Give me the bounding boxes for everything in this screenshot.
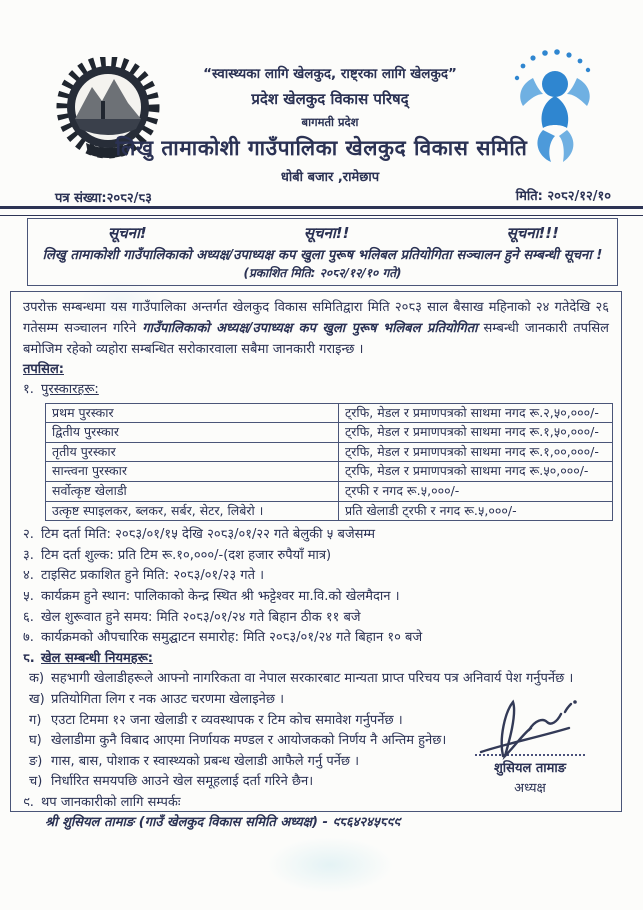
list-item: ६. खेल शुरूवात हुने समय: मिति २०८३/०१/२४ गते बिहान ठीक ११ बजे xyxy=(23,609,361,625)
prize-table xyxy=(45,403,613,522)
rule-item: घ) खेलाडीमा कुनै विबाद आएमा निर्णायक मण्डल र आयोजकको निर्णय नै अन्तिम हुनेछ। xyxy=(29,733,447,749)
rule-item: ख) प्रतियोगिता लिग र नक आउट चरणमा खेलाइनेछ । xyxy=(29,691,285,707)
prizes-heading: पुरस्कारहरू: xyxy=(41,382,99,397)
letter-date: मिति: २०८२/१२/१० xyxy=(515,189,611,204)
signature-line xyxy=(475,754,585,756)
prize-rank: सर्वोत्कृष्ट खेलाडी xyxy=(46,481,339,501)
list-item: ५. कार्यक्रम हुने स्थान: पालिकाको केन्द्र स्थित श्री झट्टेश्वर मा.वि.को खेलमैदान । xyxy=(23,588,400,604)
prize-rank: सान्त्वना पुरस्कार xyxy=(46,462,339,482)
prize-detail: ट्रफि, मेडल र प्रमाणपत्रको साथमा नगद रू.१,००,०००/- xyxy=(339,442,613,462)
list-item: ४. टाइसिट प्रकाशित हुने मिति: २०८३/०१/२३ गते । xyxy=(23,568,265,584)
prize-detail: ट्रफि, मेडल र प्रमाणपत्रको साथमा नगद रू.१,५०,०००/- xyxy=(339,423,613,443)
signature-icon xyxy=(465,694,595,768)
intro-text-1: उपरोक्त सम्बन्धमा यस गाउँपालिका अन्तर्गत खेलकुद विकास समितिद्वारा मिति २०८३ साल बैसाख महिनाको २४ गतेदेखि २६ गतेसम्म सञ्चालन गरिने xyxy=(23,300,609,336)
address-line: धोबी बजार ,रामेछाप xyxy=(280,170,380,185)
ref-number: पत्र संख्या:२०८२/८३ xyxy=(55,191,152,206)
notice-word-1: सूचना! xyxy=(108,224,147,242)
rules-heading: खेल सम्बन्धी नियमहरू: xyxy=(41,650,153,666)
tapsil-heading: तपसिल: xyxy=(23,362,64,377)
contact-label: थप जानकारीको लागि सम्पर्कः xyxy=(41,794,181,810)
contact-item-number: ९. xyxy=(23,794,34,810)
council-name: प्रदेश खेलकुद विकास परिषद् xyxy=(251,90,409,108)
rule-item: च) निर्धारित समयपछि आउने खेल समूहलाई दर्ता गरिने छैन। xyxy=(29,774,314,790)
rule-item: ग) एउटा टिममा १२ जना खेलाडी र व्यवस्थापक र टिम कोच समावेश गर्नुपर्नेछ । xyxy=(29,712,403,728)
intro-text-2: सम्बन्धी जानकारी तपसिल बमोजिम रहेको व्यहोरा सम्बन्धित सरोकारवाला सबैमा जानकारी गराइन्छ । xyxy=(23,321,609,357)
prize-rank: प्रथम पुरस्कार xyxy=(46,403,339,423)
motto-text: “स्वास्थ्यका लागि खेलकुद, राष्ट्रका लागि खेलकुद” xyxy=(203,66,457,82)
rule-item: क) सहभागी खेलाडीहरूले आफ्नो नागरिकता वा नेपाल सरकारबाट मान्यता प्राप्त परिचय पत्र अनिवार्य पेश गर्नुपर्नेछ । xyxy=(29,671,574,687)
rule-item: ङ) गास, बास, पोशाक र स्वास्थ्यको प्रबन्ध खेलाडी आफैले गर्नु पर्नेछ । xyxy=(29,753,360,769)
notice-published-date: (प्रकाशित मिति: २०८२/१२/१० गते) xyxy=(243,266,402,280)
prize-rank: द्वितीय पुरस्कार xyxy=(46,423,339,443)
list-item: २. टिम दर्ता मिति: २०८३/०१/१५ देखि २०८३/०१/२२ गते बेलुकी ५ बजेसम्म xyxy=(23,527,376,543)
intro-paragraph xyxy=(23,297,609,360)
notice-word-3: सूचना!!! xyxy=(506,224,559,242)
prize-rank: तृतीय पुरस्कार xyxy=(46,442,339,462)
prize-table-row xyxy=(46,481,613,501)
committee-title: लिखु तामाकोशी गाउँपालिका खेलकुद विकास समिति xyxy=(115,136,528,160)
list-item: ७. कार्यक्रमको औपचारिक समुद्घाटन समारोह: मिति २०८३/०१/२४ गते बिहान १० बजे xyxy=(23,630,423,646)
notice-header-box xyxy=(27,218,618,286)
prize-table-row xyxy=(46,403,613,423)
province-name: बागमती प्रदेश xyxy=(301,115,359,129)
prize-rank: उत्कृष्ट स्पाइलकर, ब्लकर, सर्बर, सेटर, लिबेरो । xyxy=(46,501,339,521)
signatory-post: अध्यक्ष xyxy=(514,781,546,796)
signatory-name: शुसियल तामाङ xyxy=(493,761,567,776)
notice-word-2: सूचना!! xyxy=(303,224,350,242)
contact-person-line: श्री शुसियल तामाङ (गाउँ खेलकुद विकास समिति अध्यक्ष) - ९८६४२४५८९९ xyxy=(45,815,400,831)
prize-detail: प्रति खेलाडी ट्रफी र नगद रू.५,०००/- xyxy=(339,501,613,521)
signature-block xyxy=(455,694,605,796)
prize-detail: ट्रफि, मेडल र प्रमाणपत्रको साथमा नगद रू.५०,०००/- xyxy=(339,462,613,482)
list-item: ३. टिम दर्ता शुल्क: प्रति टिम रू.१०,०००/-(दश हजार रुपैयाँ मात्र) xyxy=(23,547,332,563)
prizes-item-number: १. xyxy=(23,382,34,397)
header-divider xyxy=(0,206,643,216)
notice-title: लिखु तामाकोशी गाउँपालिकाको अध्यक्ष/उपाध्यक्ष कप खुला पुरूष भलिबल प्रतियोगिता सञ्चालन हुने सम्बन्धी सूचना ! xyxy=(42,248,603,263)
rules-item-number: ८. xyxy=(23,650,35,666)
prize-table-row xyxy=(46,442,613,462)
prize-detail: ट्रफि, मेडल र प्रमाणपत्रको साथमा नगद रू.२,५०,०००/- xyxy=(339,403,613,423)
prize-table-row xyxy=(46,462,613,482)
notice-body-box xyxy=(10,291,622,831)
prize-table-row xyxy=(46,501,613,521)
intro-event-name: गाउँपालिकाको अध्यक्ष/उपाध्यक्ष कप खुला पुरूष भलिबल प्रतियोगिता xyxy=(142,321,478,336)
prize-table-row xyxy=(46,423,613,443)
prize-detail: ट्रफी र नगद रू.५,०००/- xyxy=(339,481,613,501)
